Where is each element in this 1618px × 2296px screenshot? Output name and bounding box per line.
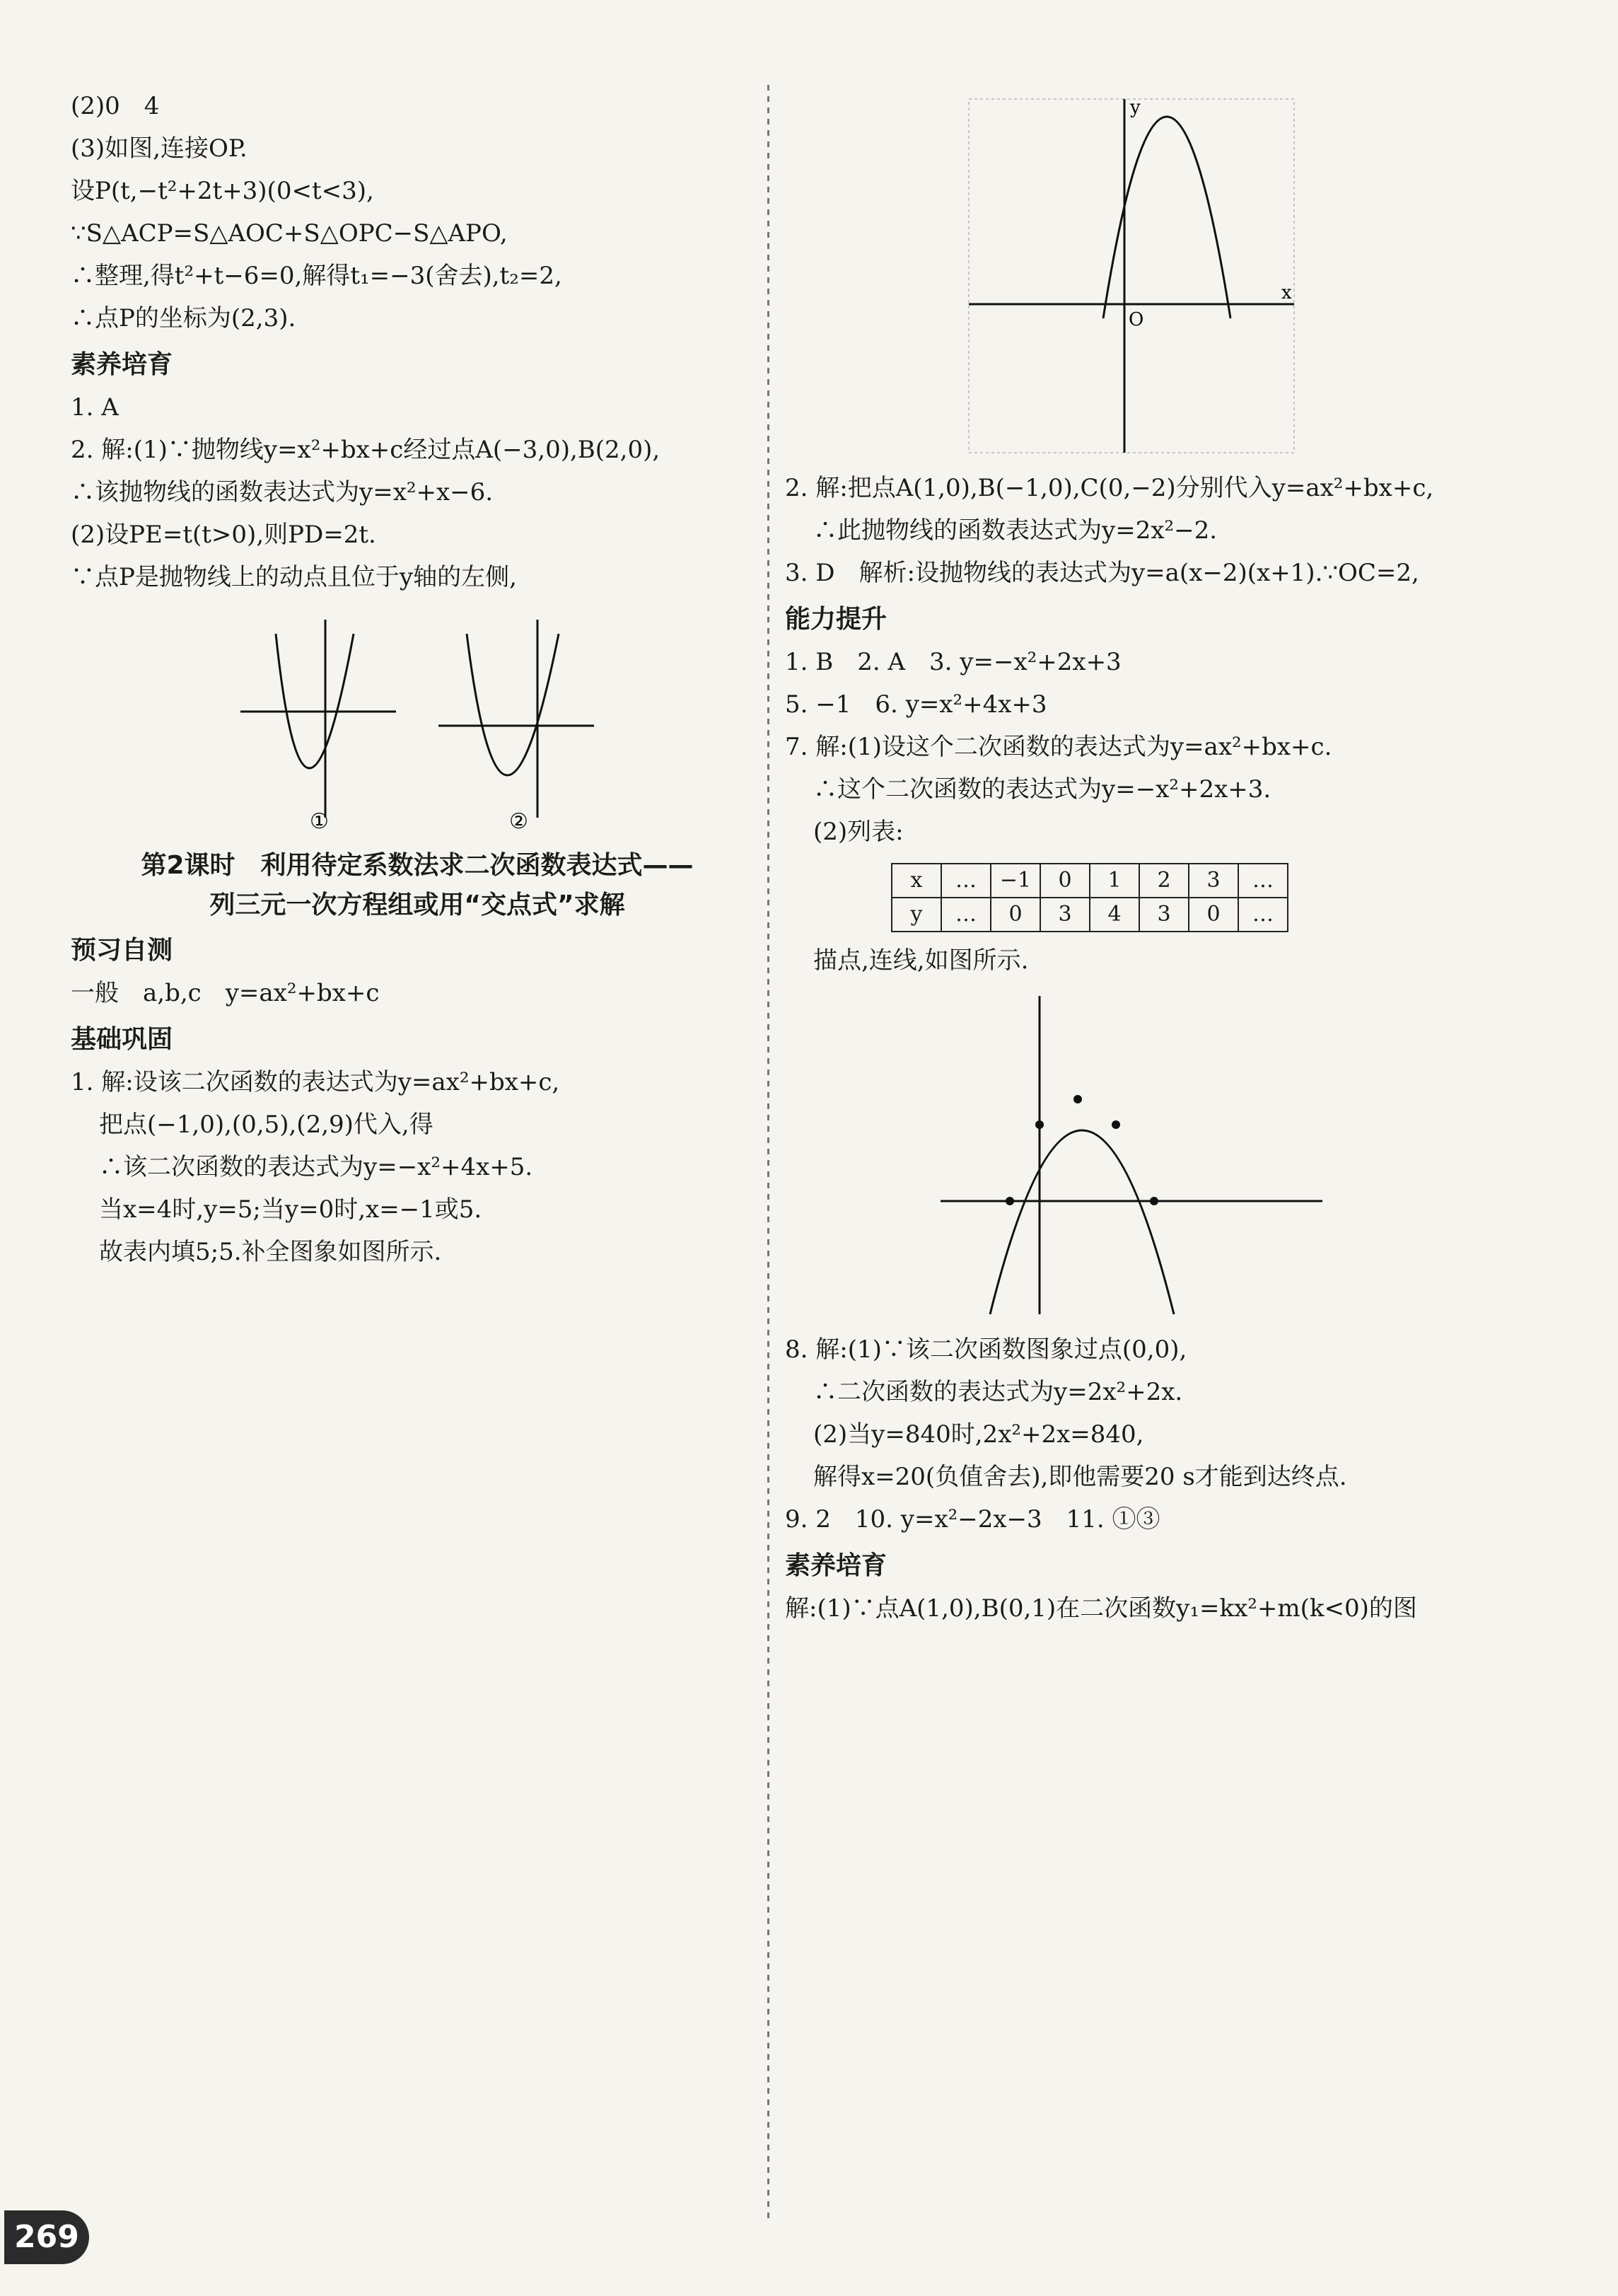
- origin-label: O: [1129, 309, 1144, 330]
- table-cell: −1: [991, 864, 1040, 898]
- answer-line: 9. 2 10. y=x²−2x−3 11. ①③: [785, 1505, 1160, 1533]
- table-cell: 4: [1090, 898, 1139, 932]
- table-cell: 2: [1139, 864, 1189, 898]
- axis-x-label: x: [1281, 282, 1292, 303]
- table-cell: 3: [1189, 864, 1238, 898]
- answer-line: 2. 解:把点A(1,0),B(−1,0),C(0,−2)分别代入y=ax²+bx+c,: [785, 474, 1434, 502]
- answer-line: ∴这个二次函数的表达式为y=−x²+2x+3.: [813, 775, 1271, 804]
- table-cell: y: [892, 898, 941, 932]
- table-cell: 1: [1090, 864, 1139, 898]
- answer-line: 把点(−1,0),(0,5),(2,9)代入,得: [99, 1111, 433, 1139]
- answer-line: 1. B 2. A 3. y=−x²+2x+3: [785, 648, 1122, 676]
- table-row: [892, 864, 1288, 898]
- axis-y-label: y: [1130, 97, 1141, 118]
- table-cell: 0: [1040, 864, 1090, 898]
- answer-line: ∵点P是抛物线上的动点且位于y轴的左侧,: [71, 563, 517, 591]
- answer-line: 描点,连线,如图所示.: [813, 946, 1029, 975]
- parabola-figures: [233, 605, 601, 839]
- section-heading: 能力提升: [785, 605, 887, 634]
- grid-graph: [962, 92, 1301, 460]
- table-cell: …: [941, 864, 991, 898]
- answer-line: 7. 解:(1)设这个二次函数的表达式为y=ax²+bx+c.: [785, 733, 1332, 761]
- table-cell: 3: [1139, 898, 1189, 932]
- answer-line: 解得x=20(负值舍去),即他需要20 s才能到达终点.: [813, 1463, 1347, 1491]
- answer-line: (2)当y=840时,2x²+2x=840,: [813, 1420, 1144, 1449]
- answer-line: 设P(t,−t²+2t+3)(0<t<3),: [71, 177, 374, 205]
- section-heading: 基础巩固: [71, 1025, 173, 1054]
- fig-2-label: ②: [509, 809, 528, 834]
- fig-1-label: ①: [310, 809, 329, 834]
- left-column: [71, 85, 764, 1273]
- right-column: [785, 85, 1478, 1630]
- answer-line: (2)0 4: [71, 92, 160, 120]
- answer-line: 解:(1)∵点A(1,0),B(0,1)在二次函数y₁=kx²+m(k<0)的图: [785, 1594, 1417, 1623]
- answer-line: ∴点P的坐标为(2,3).: [71, 304, 296, 332]
- answer-line: 2. 解:(1)∵抛物线y=x²+bx+c经过点A(−3,0),B(2,0),: [71, 436, 660, 464]
- answer-line: ∴该二次函数的表达式为y=−x²+4x+5.: [99, 1153, 533, 1181]
- page-number: 269: [4, 2210, 89, 2264]
- table-cell: 0: [1189, 898, 1238, 932]
- lesson-subtitle: 列三元一次方程组或用“交点式”求解: [209, 891, 625, 920]
- table-cell: 0: [991, 898, 1040, 932]
- parabola-graph: [933, 989, 1329, 1321]
- answer-line: 当x=4时,y=5;当y=0时,x=−1或5.: [99, 1195, 482, 1224]
- answer-line: 1. 解:设该二次函数的表达式为y=ax²+bx+c,: [71, 1068, 560, 1096]
- answer-line: 一般 a,b,c y=ax²+bx+c: [71, 979, 380, 1007]
- answer-line: 5. −1 6. y=x²+4x+3: [785, 690, 1047, 719]
- value-table: [891, 863, 1288, 932]
- answer-line: ∴该抛物线的函数表达式为y=x²+x−6.: [71, 478, 494, 506]
- answer-line: (2)列表:: [813, 818, 904, 846]
- answer-line: 8. 解:(1)∵该二次函数图象过点(0,0),: [785, 1335, 1187, 1364]
- answer-line: (3)如图,连接OP.: [71, 134, 248, 163]
- figure-2: [438, 620, 594, 818]
- lesson-title: 第2课时 利用待定系数法求二次函数表达式——: [141, 851, 694, 880]
- answer-line: ∴整理,得t²+t−6=0,解得t₁=−3(舍去),t₂=2,: [71, 262, 562, 290]
- answer-line: 1. A: [71, 393, 119, 422]
- answer-line: (2)设PE=t(t>0),则PD=2t.: [71, 521, 376, 549]
- section-heading: 预习自测: [71, 936, 173, 965]
- table-cell: …: [941, 898, 991, 932]
- table-cell: …: [1238, 864, 1288, 898]
- section-heading: 素养培育: [785, 1551, 887, 1580]
- answer-line: ∴二次函数的表达式为y=2x²+2x.: [813, 1378, 1183, 1406]
- answer-line: 3. D 解析:设抛物线的表达式为y=a(x−2)(x+1).∵OC=2,: [785, 559, 1419, 587]
- table-row: [892, 898, 1288, 932]
- table-cell: x: [892, 864, 941, 898]
- column-divider: [767, 85, 769, 2221]
- figure-1: [240, 620, 396, 818]
- answer-line: ∵S△ACP=S△AOC+S△OPC−S△APO,: [71, 219, 508, 248]
- answer-line: 故表内填5;5.补全图象如图所示.: [99, 1238, 442, 1266]
- answer-line: ∴此抛物线的函数表达式为y=2x²−2.: [813, 516, 1218, 545]
- section-heading: 素养培育: [71, 350, 173, 379]
- table-cell: 3: [1040, 898, 1090, 932]
- table-cell: …: [1238, 898, 1288, 932]
